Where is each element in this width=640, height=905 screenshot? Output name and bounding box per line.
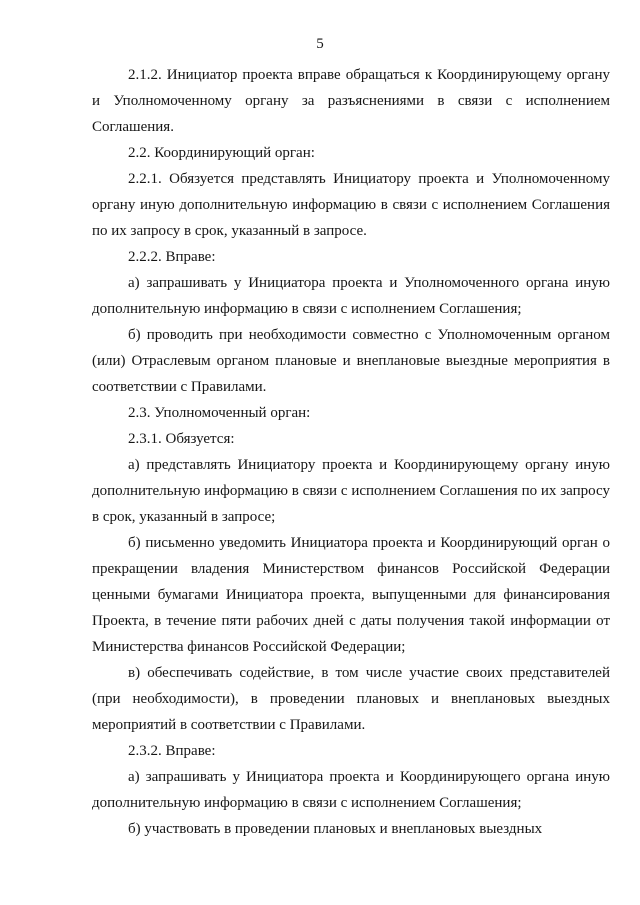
paragraph-2-3-1-b: б) письменно уведомить Инициатора проекта и Координирующий орган о прекращении владения Министерством финансов Российской Федерации ценными бумагами Инициатора проекта, выпущенными для финансирования Проекта, в течение пяти рабочих дней с даты получения такой информации от Министерства финансов Российской Федерации; [92, 535, 610, 655]
paragraph-2-3-1-a: а) представлять Инициатору проекта и Координирующему органу иную дополнительную информацию в связи с исполнением Соглашения по их запросу в срок, указанный в запросе; [92, 457, 610, 525]
heading-2-3: 2.3. Уполномоченный орган: [128, 405, 311, 421]
heading-2-3-2: 2.3.2. Вправе: [128, 743, 216, 759]
paragraph-2-2-2-a: а) запрашивать у Инициатора проекта и Уполномоченного органа иную дополнительную информацию в связи с исполнением Соглашения; [92, 275, 610, 317]
paragraph-2-3-2-a: а) запрашивать у Инициатора проекта и Координирующего органа иную дополнительную информацию в связи с исполнением Соглашения; [92, 769, 610, 811]
document-body [92, 62, 610, 842]
paragraph-2-3-1-v: в) обеспечивать содействие, в том числе участие своих представителей (при необходимости), в проведении плановых и внеплановых выездных мероприятий в соответствии с Правилами. [92, 665, 610, 733]
page-number: 5 [316, 36, 324, 52]
heading-2-3-1: 2.3.1. Обязуется: [128, 431, 235, 447]
paragraph-2-3-2-b: б) участвовать в проведении плановых и внеплановых выездных [128, 821, 543, 837]
paragraph-2-2-2-b: б) проводить при необходимости совместно с Уполномоченным органом (или) Отраслевым органом плановые и внеплановые выездные мероприятия в соответствии с Правилами. [92, 327, 610, 395]
paragraph-2-1-2: 2.1.2. Инициатор проекта вправе обращаться к Координирующему органу и Уполномоченному органу за разъяснениями в связи с исполнением Соглашения. [92, 67, 610, 135]
heading-2-2-2: 2.2.2. Вправе: [128, 249, 216, 265]
paragraph-2-2-1: 2.2.1. Обязуется представлять Инициатору проекта и Уполномоченному органу иную дополнительную информацию в связи с исполнением Соглашения по их запросу в срок, указанный в запросе. [92, 171, 610, 239]
heading-2-2: 2.2. Координирующий орган: [128, 145, 315, 161]
